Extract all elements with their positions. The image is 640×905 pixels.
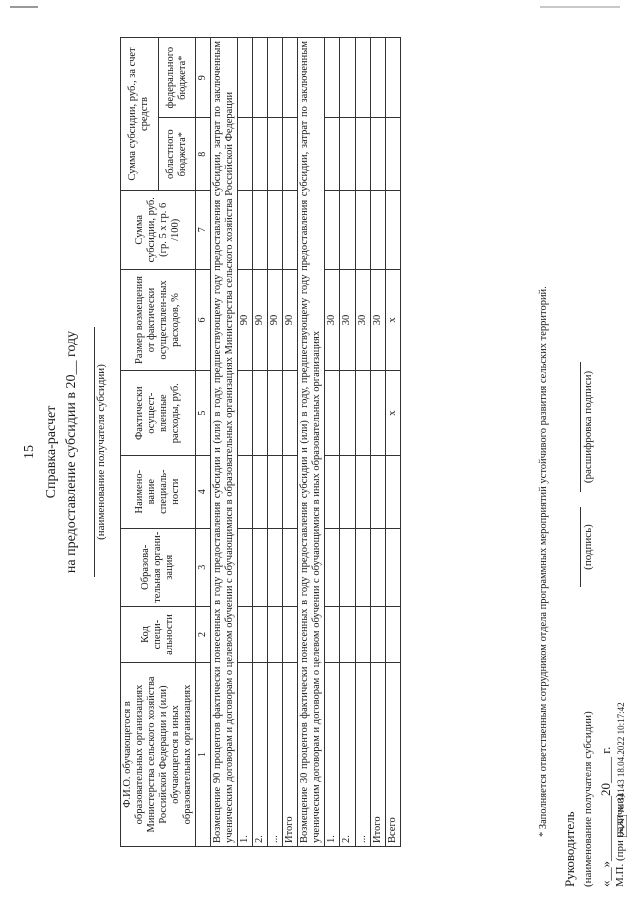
col-number: 9 bbox=[196, 38, 211, 118]
decode-caption: (расшифровка подписи) bbox=[582, 370, 594, 484]
col-number: 8 bbox=[196, 118, 211, 191]
row-percent: 30 bbox=[340, 269, 355, 371]
registration-stamp bbox=[616, 702, 627, 837]
col-number: 1 bbox=[196, 663, 211, 847]
header-fio: Ф.И.О. обучающегося в образовательных организациях Министерства сельского хозяйства Российской Федерации и (или) обучающегося в иных образовательных организациях bbox=[121, 663, 196, 847]
row-percent: 90 bbox=[283, 269, 298, 371]
page-number: 15 bbox=[22, 445, 37, 459]
section2-title: Возмещение 30 процентов фактически понесенных в году предоставления субсидии и (или) в году, предшествующему году предоставления субсидии, затрат по заключенным ученическим договорам и договорам о целевом обучении с обучающимися в иных образовательных организациях bbox=[298, 38, 325, 847]
row-label: 1. bbox=[325, 663, 340, 847]
section1-title: Возмещение 90 процентов фактически понесенных в году предоставления субсидии и (или) в году, предшествующему году предоставления субсидии, затрат по заключенным ученическим договорам и договорам о целевом обучении с обучающимися в образовательных организациях Министерства сельского хозяйства Российской Федерации bbox=[210, 38, 237, 847]
date-line: «__»__________20____ г. bbox=[598, 746, 613, 887]
rotated-page bbox=[20, 17, 626, 887]
col-number: 4 bbox=[196, 455, 211, 528]
total-col5: x bbox=[385, 371, 400, 455]
table-row bbox=[370, 38, 385, 847]
row-label: ... bbox=[268, 663, 283, 847]
col-number: 3 bbox=[196, 528, 211, 607]
row-percent: 90 bbox=[253, 269, 268, 371]
decode-line bbox=[580, 362, 581, 492]
header-subsidy: Сумма субсидии, руб. (гр. 5 x гр. 6 /100) bbox=[121, 191, 196, 270]
table-row bbox=[355, 38, 370, 847]
header-percent: Размер возмещения от фактически осуществлен-ных расходов, % bbox=[121, 269, 196, 371]
header-regional: областного бюджета* bbox=[158, 118, 196, 191]
total-label: Всего bbox=[385, 663, 400, 847]
row-percent: 30 bbox=[370, 269, 385, 371]
row-percent: 30 bbox=[325, 269, 340, 371]
table-row bbox=[325, 38, 340, 847]
col-number: 5 bbox=[196, 371, 211, 455]
row-label: 2. bbox=[253, 663, 268, 847]
row-percent: 90 bbox=[238, 269, 253, 371]
table-row bbox=[268, 38, 283, 847]
row-label: 2. bbox=[340, 663, 355, 847]
signature-head: Руководитель bbox=[562, 811, 577, 887]
stamp-text: № 34143 18.04.2022 10:17:42 bbox=[616, 702, 626, 813]
row-label: 1. bbox=[238, 663, 253, 847]
row-percent: 30 bbox=[355, 269, 370, 371]
scan-artifact bbox=[10, 6, 38, 8]
row-label: ... bbox=[355, 663, 370, 847]
table-row bbox=[283, 38, 298, 847]
registry-logo-icon bbox=[617, 815, 627, 837]
doc-title: Справка-расчет bbox=[44, 405, 59, 499]
col-number: 6 bbox=[196, 269, 211, 371]
header-org: Образова-тельная органи-зация bbox=[121, 528, 196, 607]
table-row bbox=[238, 38, 253, 847]
signature-caption: (подпись) bbox=[582, 524, 594, 570]
table-row bbox=[253, 38, 268, 847]
header-specialty: Наимено-вание специаль-ности bbox=[121, 455, 196, 528]
doc-subtitle: на предоставление субсидии в 20__ году bbox=[64, 330, 79, 574]
row-label: Итого bbox=[370, 663, 385, 847]
total-col6: x bbox=[385, 269, 400, 371]
col-number: 2 bbox=[196, 607, 211, 663]
footnote: * Заполняется ответственным сотрудником отдела программных мероприятий устойчивого развития сельских территорий. bbox=[538, 286, 549, 837]
header-code: Код специ-альности bbox=[121, 607, 196, 663]
calculation-table bbox=[120, 37, 401, 847]
scan-artifact bbox=[540, 6, 620, 8]
col-number: 7 bbox=[196, 191, 211, 270]
row-percent: 90 bbox=[268, 269, 283, 371]
table-row-total bbox=[385, 38, 400, 847]
signature-head-caption: (наименование получателя субсидии) bbox=[582, 711, 594, 887]
row-label: Итого bbox=[283, 663, 298, 847]
stamp-place: М.П. (при наличии) bbox=[614, 794, 626, 887]
signature-line bbox=[580, 507, 581, 587]
header-federal: федерального бюджета* bbox=[158, 38, 196, 118]
recipient-caption: (наименование получателя субсидии) bbox=[95, 364, 107, 540]
table-row bbox=[340, 38, 355, 847]
header-expenses: Фактически осущест-вленные расходы, руб. bbox=[121, 371, 196, 455]
header-subsidy-sources: Сумма субсидии, руб., за счет средств bbox=[121, 38, 159, 191]
